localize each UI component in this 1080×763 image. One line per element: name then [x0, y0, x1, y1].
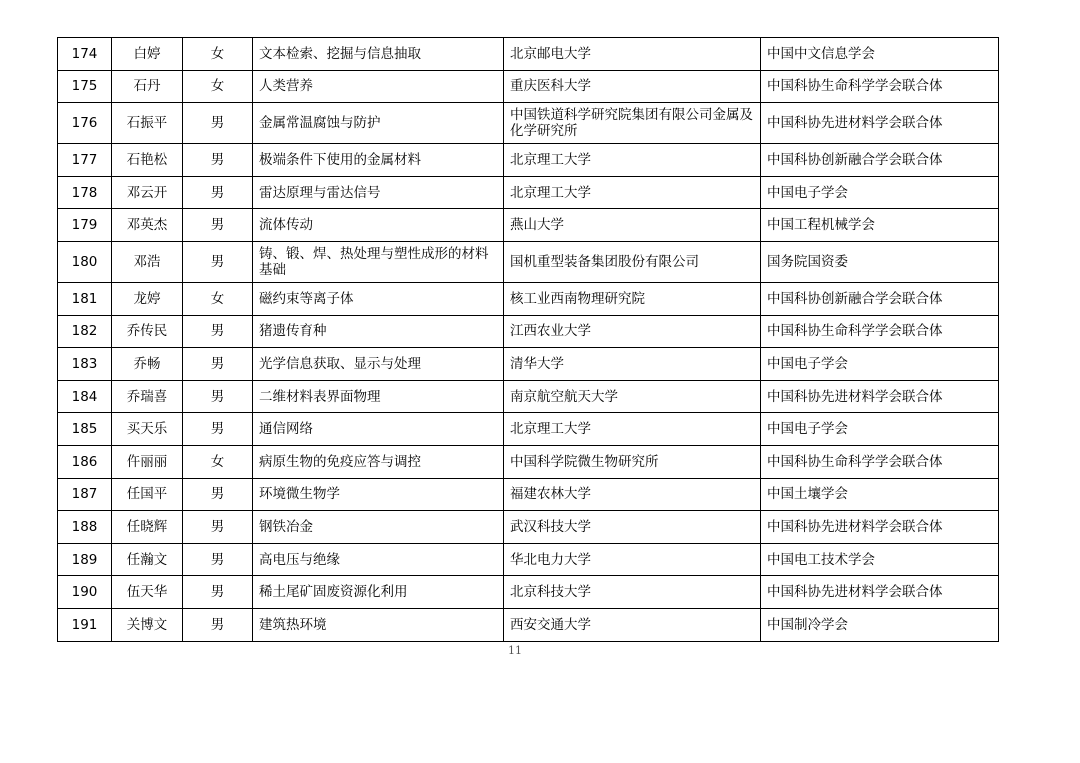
work-unit: 北京理工大学 [504, 413, 761, 446]
nominee-gender: 男 [183, 576, 253, 609]
nominating-organization: 中国科协先进材料学会联合体 [761, 380, 999, 413]
nominee-name: 石艳松 [112, 144, 183, 177]
row-number: 181 [58, 282, 112, 315]
research-field: 雷达原理与雷达信号 [253, 176, 504, 209]
row-number: 189 [58, 543, 112, 576]
nominee-name: 邓浩 [112, 241, 183, 282]
nominee-gender: 男 [183, 315, 253, 348]
table-row [58, 282, 999, 315]
table-row [58, 413, 999, 446]
row-number: 186 [58, 445, 112, 478]
work-unit: 北京科技大学 [504, 576, 761, 609]
table-row [58, 511, 999, 544]
research-field: 钢铁冶金 [253, 511, 504, 544]
row-number: 188 [58, 511, 112, 544]
work-unit: 江西农业大学 [504, 315, 761, 348]
work-unit: 北京理工大学 [504, 176, 761, 209]
row-number: 180 [58, 241, 112, 282]
nominating-organization: 中国土壤学会 [761, 478, 999, 511]
work-unit: 清华大学 [504, 348, 761, 381]
table-row [58, 176, 999, 209]
work-unit: 福建农林大学 [504, 478, 761, 511]
nominee-gender: 男 [183, 413, 253, 446]
nominating-organization: 中国电子学会 [761, 413, 999, 446]
nominating-organization: 中国科协创新融合学会联合体 [761, 282, 999, 315]
nominee-name: 任瀚文 [112, 543, 183, 576]
work-unit: 西安交通大学 [504, 608, 761, 641]
row-number: 183 [58, 348, 112, 381]
nominee-name: 石丹 [112, 70, 183, 103]
research-field: 文本检索、挖掘与信息抽取 [253, 38, 504, 71]
nominee-gender: 男 [183, 103, 253, 144]
row-number: 191 [58, 608, 112, 641]
table-row [58, 608, 999, 641]
work-unit: 国机重型装备集团股份有限公司 [504, 241, 761, 282]
nominee-gender: 男 [183, 543, 253, 576]
nominee-name: 任国平 [112, 478, 183, 511]
work-unit: 华北电力大学 [504, 543, 761, 576]
nominee-name: 乔瑞喜 [112, 380, 183, 413]
nominee-name: 任晓辉 [112, 511, 183, 544]
table-row [58, 348, 999, 381]
nominee-name: 买天乐 [112, 413, 183, 446]
nominee-table-body [58, 38, 999, 642]
nominee-gender: 女 [183, 445, 253, 478]
work-unit: 北京理工大学 [504, 144, 761, 177]
research-field: 流体传动 [253, 209, 504, 242]
nominating-organization: 中国科协生命科学学会联合体 [761, 70, 999, 103]
nominee-name: 石振平 [112, 103, 183, 144]
research-field: 极端条件下使用的金属材料 [253, 144, 504, 177]
work-unit: 中国铁道科学研究院集团有限公司金属及化学研究所 [504, 103, 761, 144]
nominee-name: 关博文 [112, 608, 183, 641]
nominating-organization: 中国科协生命科学学会联合体 [761, 445, 999, 478]
row-number: 185 [58, 413, 112, 446]
table-row [58, 144, 999, 177]
nominee-gender: 女 [183, 282, 253, 315]
nominee-table [57, 37, 999, 642]
nominee-gender: 男 [183, 144, 253, 177]
nominee-name: 龙婷 [112, 282, 183, 315]
research-field: 环境微生物学 [253, 478, 504, 511]
research-field: 稀土尾矿固废资源化利用 [253, 576, 504, 609]
row-number: 187 [58, 478, 112, 511]
research-field: 通信网络 [253, 413, 504, 446]
research-field: 猪遗传育种 [253, 315, 504, 348]
nominating-organization: 中国科协创新融合学会联合体 [761, 144, 999, 177]
nominee-gender: 男 [183, 241, 253, 282]
nominee-gender: 男 [183, 511, 253, 544]
table-row [58, 543, 999, 576]
table-row [58, 380, 999, 413]
work-unit: 武汉科技大学 [504, 511, 761, 544]
nominee-gender: 男 [183, 348, 253, 381]
research-field: 铸、锻、焊、热处理与塑性成形的材料基础 [253, 241, 504, 282]
research-field: 光学信息获取、显示与处理 [253, 348, 504, 381]
nominee-gender: 女 [183, 38, 253, 71]
table-row [58, 70, 999, 103]
nominating-organization: 中国科协先进材料学会联合体 [761, 103, 999, 144]
nominee-gender: 男 [183, 608, 253, 641]
research-field: 二维材料表界面物理 [253, 380, 504, 413]
nominee-name: 乔畅 [112, 348, 183, 381]
nominee-gender: 男 [183, 380, 253, 413]
nominating-organization: 中国科协先进材料学会联合体 [761, 576, 999, 609]
row-number: 178 [58, 176, 112, 209]
research-field: 病原生物的免疫应答与调控 [253, 445, 504, 478]
research-field: 磁约束等离子体 [253, 282, 504, 315]
work-unit: 燕山大学 [504, 209, 761, 242]
nominating-organization: 中国电子学会 [761, 176, 999, 209]
research-field: 建筑热环境 [253, 608, 504, 641]
research-field: 高电压与绝缘 [253, 543, 504, 576]
nominee-name: 伍天华 [112, 576, 183, 609]
nominating-organization: 中国工程机械学会 [761, 209, 999, 242]
table-row [58, 576, 999, 609]
row-number: 179 [58, 209, 112, 242]
nominating-organization: 中国科协生命科学学会联合体 [761, 315, 999, 348]
row-number: 190 [58, 576, 112, 609]
table-row [58, 209, 999, 242]
nominee-name: 邓英杰 [112, 209, 183, 242]
row-number: 182 [58, 315, 112, 348]
research-field: 人类营养 [253, 70, 504, 103]
row-number: 175 [58, 70, 112, 103]
nominee-gender: 男 [183, 209, 253, 242]
work-unit: 北京邮电大学 [504, 38, 761, 71]
work-unit: 南京航空航天大学 [504, 380, 761, 413]
nominee-name: 乔传民 [112, 315, 183, 348]
row-number: 174 [58, 38, 112, 71]
work-unit: 中国科学院微生物研究所 [504, 445, 761, 478]
nominating-organization: 中国中文信息学会 [761, 38, 999, 71]
nominee-name: 邓云开 [112, 176, 183, 209]
work-unit: 重庆医科大学 [504, 70, 761, 103]
nominating-organization: 中国制冷学会 [761, 608, 999, 641]
table-row [58, 478, 999, 511]
nominee-name: 白婷 [112, 38, 183, 71]
nominating-organization: 中国电工技术学会 [761, 543, 999, 576]
nominee-gender: 女 [183, 70, 253, 103]
page-number: 11 [508, 644, 522, 657]
nominee-name: 仵丽丽 [112, 445, 183, 478]
research-field: 金属常温腐蚀与防护 [253, 103, 504, 144]
table-row [58, 445, 999, 478]
nominee-gender: 男 [183, 478, 253, 511]
table-row [58, 241, 999, 282]
nominating-organization: 国务院国资委 [761, 241, 999, 282]
row-number: 177 [58, 144, 112, 177]
row-number: 184 [58, 380, 112, 413]
table-row [58, 315, 999, 348]
table-row [58, 103, 999, 144]
row-number: 176 [58, 103, 112, 144]
table-row [58, 38, 999, 71]
nominee-gender: 男 [183, 176, 253, 209]
nominating-organization: 中国科协先进材料学会联合体 [761, 511, 999, 544]
work-unit: 核工业西南物理研究院 [504, 282, 761, 315]
nominating-organization: 中国电子学会 [761, 348, 999, 381]
